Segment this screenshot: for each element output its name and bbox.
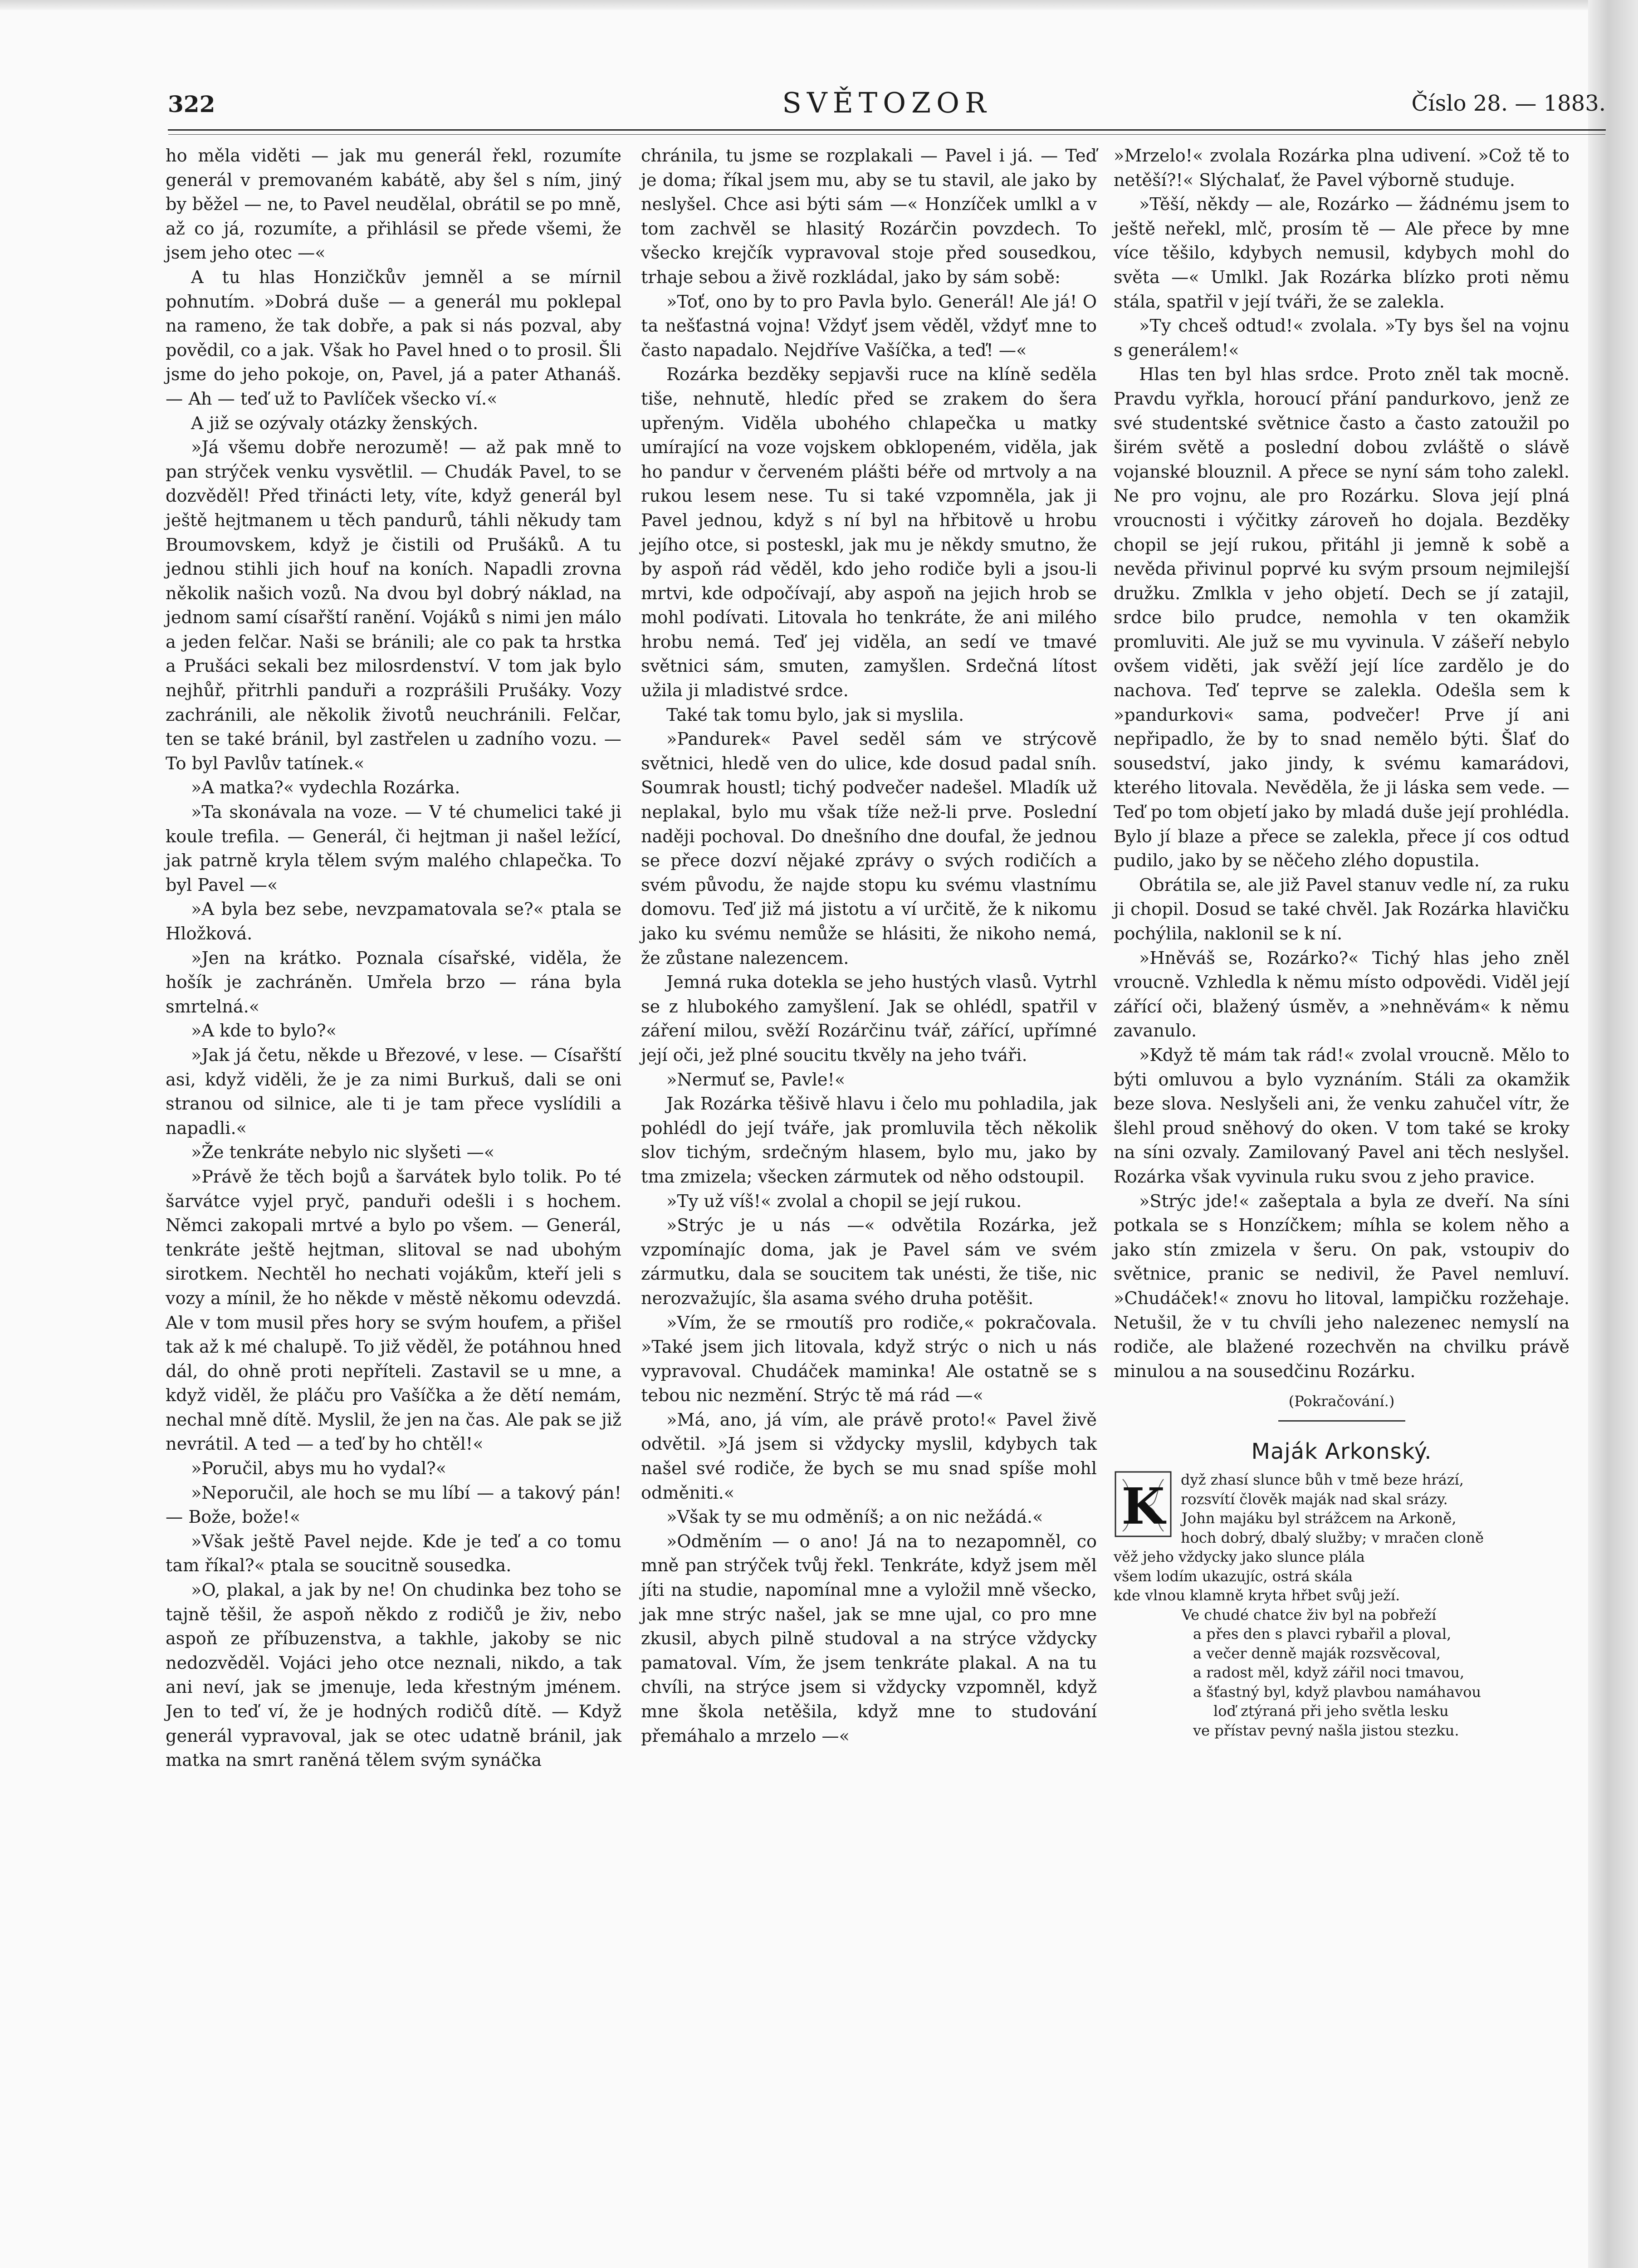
paragraph: »Vím, že se rmoutíš pro rodiče,« pokračovala. »Také jsem jich litovala, když strýc o nich u nás vypravoval. Chudáček maminka! Ale ostatně se s tebou nic nezmění. Strýc tě má rád —« [641,1313,1097,1406]
paragraph: chránila, tu jsme se rozplakali — Pavel i já. — Teď je doma; říkal jsem mu, aby se tu stavil, ale jako by neslyšel. Chce asi býti sám —« Honzíček umlkl a v tom zachvěl se hlasitý Rozárčin povzdech. To všecko krejčík vypravoval stoje před sousedkou, trhaje sebou a živě rozkládal, jako by sám sobě: [641,146,1097,288]
header-rule [168,129,1606,131]
paragraph: »Však ještě Pavel nejde. Kde je teď a co tomu tam říkal?« ptala se soucitně sousedka. [166,1531,621,1576]
dropcap-ornament-icon [1114,1470,1173,1538]
paragraph: »Jen na krátko. Poznala císařské, viděla, že hošík je zachráněn. Umřela brzo — rána byla smrtelná.« [166,948,621,1017]
paragraph: »Toť, ono by to pro Pavla bylo. Generál! Ale já! O ta nešťastná vojna! Vždyť jsem věděl, vždyť mne to často napadalo. Nejdříve Vašíčka, a teď! —« [641,292,1097,361]
paragraph: »Ta skonávala na voze. — V té chumelici také ji koule trefila. — Generál, či hejtman ji našel ležící, jak patrně kryla tělem svým malého chlapečka. To byl Pavel —« [166,802,621,895]
poem-line: všem lodím ukazujíc, ostrá skála [1114,1567,1353,1585]
poem-line: rozsvítí člověk maják nad skal srázy. [1181,1490,1448,1508]
poem-lines [1114,1470,1570,1740]
poem-line: a radost měl, když zářil noci tmavou, [1193,1664,1465,1681]
paragraph: »Nermuť se, Pavle!« [666,1070,846,1090]
paragraph: Jak Rozárka těšivě hlavu i čelo mu pohladila, jak pohlédl do její tváře, jak promluvila těch několik slov tichým, srdečným hlasem, bylo mu, jako by tma zmizela; všecken zármutek od něho odstoupil. [641,1094,1097,1187]
paragraph: ho měla viděti — jak mu generál řekl, rozumíte generál v premovaném kabátě, aby šel s ním, jiný by běžel — ne, to Pavel neudělal, obrátil se po mně, až co já, rozumíte, a přihlásil se přede všemi, že jsem jeho otec —« [166,146,621,264]
paragraph: »Ty už víš!« zvolal a chopil se její rukou. [666,1191,1022,1212]
paragraph: »Však ty se mu odměníš; a on nic nežádá.« [666,1507,1043,1528]
poem-line: a šťastný byl, když plavbou namáhavou [1193,1683,1482,1701]
page-header [168,86,1606,122]
text-column-2 [641,144,1097,1749]
paragraph: »O, plakal, a jak by ne! On chudinka bez toho se tajně těšil, že aspoň někdo z rodičů je živ, nebo aspoň ze příbuzenstva, a takhle, jakoby se nic nedozvěděl. Vojáci jeho otce neznali, nikdo, a tak ani neví, jak se jmenuje, leda křestným jménem. Jen to teď ví, že je hodných rodičů dítě. — Když generál vypravoval, jak se otec udatně bránil, jak matka na smrt raněná tělem svým synáčka [166,1580,621,1771]
paragraph: »Mrzelo!« zvolala Rozárka plna udivení. »Což tě to netěší?!« Slýchalať, že Pavel výborně studuje. [1114,146,1570,191]
paragraph: »Poručil, abys mu ho vydal?« [191,1459,447,1479]
dropcap-letter: K [1121,1477,1165,1536]
paragraph: »Když tě mám tak rád!« zvolal vroucně. Mělo to býti omluvou a bylo vyznáním. Stáli za okamžik beze slova. Neslyšeli ani, že venku zahučel vítr, že šlehl proud sněhový do oken. V tom také se kroky na síni ozvaly. Zamilovaný Pavel ani těch neslyšel. Rozárka však vyvinula ruku svou z jeho pravice. [1114,1045,1570,1187]
paragraph: Také tak tomu bylo, jak si myslila. [666,705,964,725]
ornamental-dropcap-k [1114,1470,1173,1538]
poem-line: Ve chudé chatce živ byl na pobřeží [1182,1606,1437,1623]
paragraph: »A byla bez sebe, nevzpamatovala se?« ptala se Hložková. [166,899,621,944]
paragraph: »Ty chceš odtud!« zvolala. »Ty bys šel na vojnu s generálem!« [1114,316,1570,361]
paragraph: »Hněváš se, Rozárko?« Tichý hlas jeho zněl vroucně. Vzhledla k němu místo odpovědi. Viděl její zářící oči, blažený úsměv, a »nehněvám« k němu zavanulo. [1114,948,1570,1041]
text-column-3 [1114,144,1570,1740]
poem-block [1114,1470,1570,1740]
poem-line: John majáku byl strážcem na Arkoně, [1182,1510,1457,1527]
paragraph: »Já všemu dobře nerozumě! — až pak mně to pan strýček venku vysvětlil. — Chudák Pavel, to se dozvěděl! Před třinácti lety, víte, když generál byl ještě hejtmanem u těch pandurů, táhli někudy tam Broumovskem, když je čistili od Prušáků. A tu jednou stihli jich houf na koních. Napadli zrovna několik našich vozů. Na dvou byl dobrý náklad, na jednom samí císařští ranění. Vojáků s nimi jen málo a jeden felčar. Naši se bránili; ale co pak ta hrstka a Prušáci sekali bez milosrdenství. V tom jak bylo nejhůř, přitrhli panduři a rozprášili Prušáky. Vozy zachránili, ale několik životů neuchránili. Felčar, ten se také bránil, byl zastřelen u zadního vozu. — To byl Pavlův tatínek.« [166,438,621,774]
poem-line: loď ztýraná při jeho světla lesku [1213,1702,1449,1720]
paragraph: »Těší, někdy — ale, Rozárko — žádnému jsem to ještě neřekl, mlč, prosím tě — Ale přece by mne více těšilo, kdybych nemusil, kdybych mohl do světa —« Umlkl. Jak Rozárka blízko proti němu stála, spatřil v její tváři, že se zalekla. [1114,195,1570,312]
poem-line: a přes den s plavci rybařil a ploval, [1193,1625,1452,1643]
issue-info: Číslo 28. — 1883. [1411,91,1606,116]
paragraph: Hlas ten byl hlas srdce. Proto zněl tak mocně. Pravdu vyřkla, horoucí přání pandurkovo, jenž ze své studentské světnice často a často zatoužil po širém světě a poslední dobou zvláště o slávě vojanské blouznil. A přece se nyní sám toho zalekl. Ne pro vojnu, ale pro Rozárku. Slova její plná vroucnosti i výčitky zároveň ho dojala. Bezděky chopil se její rukou, přitáhl ji jemně k sobě a nevěda přivinul poprvé ku svým prsoum nejmilejší družku. Zmlkla v jeho objetí. Dech se jí zatajil, srdce bilo prudce, nemohla v ten okamžik promluviti. Ale juž se mu vyvinula. V zášeří nebylo ovšem viděti, jak svěží její líce zardělo je do nachova. Teď teprve se zalekla. Odešla sem k »pandurkovi« sama, podvečer! Prve jí ani nepřipadlo, že by to snad nemělo býti. Šlať do sousedství, jako jindy, k svému kamarádovi, kterého litovala. Nevěděla, že ji láska sem vede. — Teď po tom objetí jako by mladá duše její prohlédla. Bylo jí blaze a přece se zalekla, přece jí cos odtud pudilo, jako by se něčeho zlého dopustila. [1114,365,1570,871]
text-column-1 [166,144,621,1773]
paragraph: A již se ozývaly otázky ženských. [191,413,479,434]
poem-line: kde vlnou klamně kryta hřbet svůj ježí. [1114,1587,1400,1604]
paragraph: »Neporučil, ale hoch se mu líbí — a takový pán! — Bože, bože!« [166,1483,621,1528]
paragraph: »Odměním — o ano! Já na to nezapomněl, co mně pan strýček tvůj řekl. Tenkráte, když jsem měl jíti na studie, napomínal mne a vyložil mně všecko, jak mne strýc našel, jak se mne ujal, co pro mne zkusil, abych pilně studoval a na strýce vždycky pamatoval. Vím, že jsem tenkráte plakal. A na tu chvíli, na strýce jsem si vždycky vzpomněl, když mne škola netěšila, když mne to studování přemáhalo a mrzelo —« [641,1531,1097,1746]
poem-line: dyž zhasí slunce bůh v tmě beze hrází, [1181,1471,1464,1489]
page-top-edge [0,0,1638,10]
paragraph: »Strýc je u nás —« odvětila Rozárka, jež vzpomínajíc doma, jak je Pavel sám ve svém zármutku, dala se soucitem tak unésti, že tiše, nic nerozvažujíc, šla asama svého druha potěšit. [641,1216,1097,1309]
paragraph: »Právě že těch bojů a šarvátek bylo tolik. Po té šarvátce vyjel pryč, panduři odešli i s hochem. Němci zakopali mrtvé a bylo po všem. — Generál, tenkráte ještě hejtman, slitoval se nad ubohým sirotkem. Nechtěl ho nechati vojákům, kteří jeli s vozy a mínil, že ho někde v městě někomu odevzdá. Ale v tom musil přes hory se svým houfem, a přišel tak až k mé chalupě. To již věděl, že potáhnou hned dál, do ohně proti nepříteli. Zastavil se u mne, a když viděl, že pláču pro Vašíčka a že dětí nemám, nechal mně dítě. Myslil, že jen na čas. Ale pak se již nevrátil. A ted — a teď by ho chtěl!« [166,1167,621,1455]
paragraph: »Že tenkráte nebylo nic slyšeti —« [191,1143,495,1163]
paragraph: Rozárka bezděky sepjavši ruce na klíně seděla tiše, nehnutě, hledíc před se zrakem do šera upřeným. Viděla ubohého chlapečka u matky umírající na voze vojskem obklopeném, viděla, jak ho pandur v červeném plášti béře od mrtvoly a na rukou lesem nese. Tu si také vzpomněla, jak ji Pavel jednou, když s ní byl na hřbitově u hrobu jejího otce, si posteskl, jak mu je někdy smutno, že by aspoň rád věděl, kdo jeho rodiče byli a jsou-li mrtvi, kde odpočívají, aby aspoň na jejich hrob se mohl podívati. Litovala ho tenkráte, že ani milého hrobu nemá. Teď jej viděla, an sedí ve tmavé světnici sám, smuten, zamyšlen. Srdečná lítost užila ji mladistvé srdce. [641,365,1097,701]
paragraph: Jemná ruka dotekla se jeho hustých vlasů. Vytrhl se z hlubokého zamyšlení. Jak se ohlédl, spatřil v záření milou, svěží Rozárčinu tvář, zářící, upřímné její oči, jež plné soucitu tkvěly na jeho tváři. [641,973,1097,1066]
column-3-paragraphs [1114,144,1570,1384]
poem-line: hoch dobrý, dbalý služby; v mračen cloně [1181,1529,1484,1546]
poem-title: Maják Arkonský. [1251,1438,1432,1464]
poem-line: a večer denně maják rozsvěcoval, [1193,1644,1441,1662]
paragraph: »Strýc jde!« zašeptala a byla ze dveří. Na síni potkala se s Honzíčkem; míhla se kolem něho a jako stín zmizela v šeru. On pak, vstoupiv do světnice, pranic se nedivil, že Pavel nemluví. »Chudáček!« znovu ho litoval, lampičku rozžehaje. Netušil, že v tu chvíli jeho nalezenec nemyslí na rodiče, ale blažené rozechvěn na chvilku právě minulou a na sousedčinu Rozárku. [1114,1191,1570,1382]
journal-title: SVĚTOZOR [782,86,992,119]
paragraph: Obrátila se, ale již Pavel stanuv vedle ní, za ruku ji chopil. Dosud se také chvěl. Jak Rozárka hlavičku pochýlila, naklonil se k ní. [1114,875,1570,944]
continued-note: (Pokračování.) [1288,1393,1395,1410]
paragraph: A tu hlas Honzičkův jemněl a se mírnil pohnutím. »Dobrá duše — a generál mu poklepal na rameno, že tak dobře, a pak si nás pozval, aby povědil, co a jak. Však ho Pavel hned o to prosil. Šli jsme do jeho pokoje, on, Pavel, já a pater Athanáš. — Ah — teď už to Pavlíček všecko ví.« [166,267,621,409]
paragraph: »Jak já četu, někde u Březové, v lese. — Císařští asi, když viděli, že je za nimi Burkuš, dali se oni stranou od silnice, ale ti je tam přece vyslídili a napadli.« [166,1045,621,1139]
paragraph: »Pandurek« Pavel seděl sám ve strýcově světnici, hledě ven do ulice, kde dosud padal sníh. Soumrak houstl; tichý podvečer nadešel. Mladík už neplakal, bylo mu však tíže než-li prve. Poslední naději pochoval. Do dnešního dne doufal, že jednou se přece dozví nějaké zprávy o svých rodičích a svém původu, že najde stopu ku svému vlastnímu domovu. Teď již má jistotu a ví určitě, že k nikomu jako ku svému nemůže se hlásiti, že nikoho nemá, že zůstane nalezencem. [641,729,1097,968]
page-right-edge [1588,0,1638,2268]
page-number: 322 [168,91,215,117]
end-rule [1278,1420,1405,1422]
paragraph: »A kde to bylo?« [191,1021,337,1041]
poem-line: ve přístav pevný našla jistou stezku. [1193,1721,1459,1739]
paragraph: »Má, ano, já vím, ale právě proto!« Pavel živě odvětil. »Já jsem si vždycky myslil, kdybych tak našel své rodiče, že bych se mu snad spíše mohl odměniti.« [641,1410,1097,1503]
poem-line: věž jeho vždycky jako slunce plála [1114,1548,1365,1566]
paragraph: »A matka?« vydechla Rozárka. [191,778,460,798]
